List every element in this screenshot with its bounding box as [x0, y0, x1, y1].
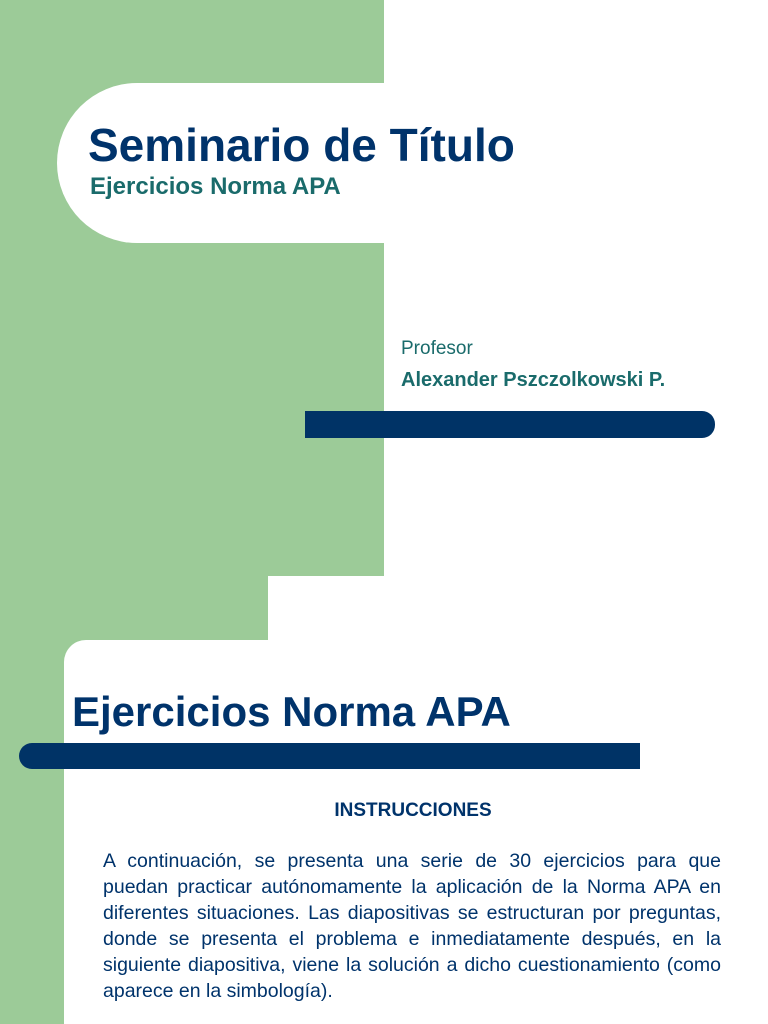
instructions-heading: INSTRUCCIONES — [334, 800, 492, 821]
slide-title: Ejercicios Norma APA — [72, 688, 511, 735]
divider-bar — [19, 743, 640, 769]
slide-subtitle: Ejercicios Norma APA — [90, 173, 341, 200]
slide-title: Seminario de Título — [88, 119, 515, 171]
professor-label: Profesor — [401, 338, 473, 359]
instructions-slide — [0, 576, 768, 1024]
divider-bar — [305, 411, 715, 438]
instructions-text: A continuación, se presenta una serie de 30 ejercicios para que puedan practicar autónomamente la aplicación de la Norma APA en diferentes situaciones. Las diapositivas se estructuran por preguntas, donde se presenta el problema e inmediatamente después, en la siguiente diapositiva, viene la solución a dicho cuestionamiento (como aparece en la simbología). — [103, 850, 721, 1002]
professor-name: Alexander Pszczolkowski P. — [401, 369, 666, 391]
